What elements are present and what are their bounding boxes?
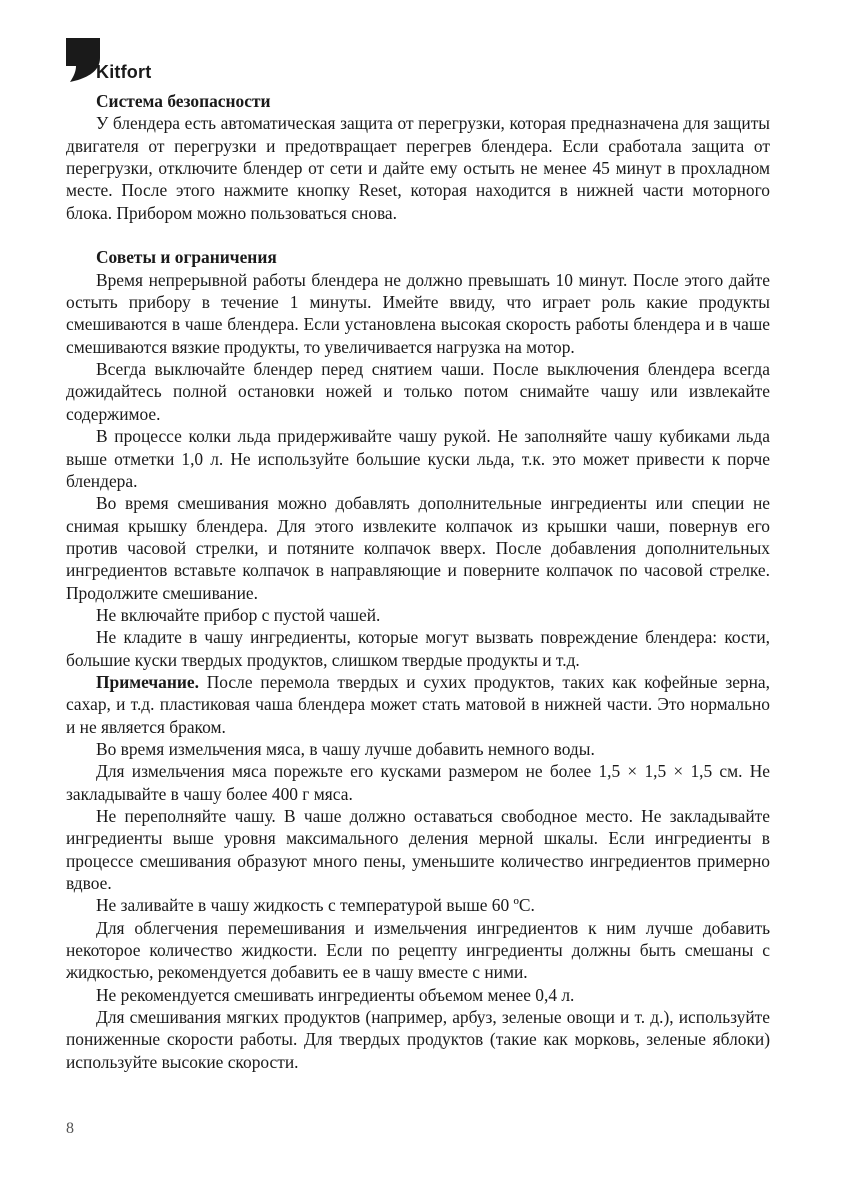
paragraph: В процессе колки льда придерживайте чашу рукой. Не заполняйте чашу кубиками льда выше отметки 1,0 л. Не используйте большие куски льда, т.к. это может привести к порче блендера. [66, 426, 770, 491]
note-text: После перемола твердых и сухих продуктов, таких как кофейные зерна, сахар, и т.д. пластиковая чаша блендера может стать матовой в нижней части. Это нормально и не является браком. [66, 671, 770, 737]
note-label: Примечание. [96, 671, 199, 692]
paragraph: Не включайте прибор с пустой чашей. [96, 604, 381, 625]
paragraph: Всегда выключайте блендер перед снятием чаши. После выключения блендера всегда дожидайтесь полной остановки ножей и только потом снимайте чашу или извлекайте содержимое. [66, 359, 770, 424]
note-paragraph [66, 671, 770, 738]
section-gap [66, 224, 770, 246]
page-number: 8 [66, 1120, 74, 1137]
paragraph: Для смешивания мягких продуктов (например, арбуз, зеленые овощи и т. д.), используйте пониженные скорости работы. Для твердых продуктов (такие как морковь, зеленые яблоки) используйте высокие скорости. [66, 1007, 770, 1072]
paragraph: Время непрерывной работы блендера не должно превышать 10 минут. После этого дайте остыть прибору в течение 1 минуты. Имейте ввиду, что играет роль какие продукты смешиваются в чаше блендера. Если установлена высокая скорость работы блендера и в чаше смешиваются вязкие продукты, то увеличивается нагрузка на мотор. [66, 269, 770, 357]
paragraph: Во время смешивания можно добавлять дополнительные ингредиенты или специи не снимая крышку блендера. Для этого извлеките колпачок из крышки чаши, повернув его против часовой стрелки, и потяните колпачок вверх. После добавления дополнительных ингредиентов вставьте колпачок в направляющие и поверните колпачок по часовой стрелке. Продолжите смешивание. [66, 493, 770, 603]
section-title-tips: Советы и ограничения [96, 247, 277, 268]
paragraph: Не заливайте в чашу жидкость с температурой выше 60 ºС. [96, 895, 535, 916]
paragraph: Для облегчения перемешивания и измельчения ингредиентов к ним лучше добавить некоторое количество жидкости. Если по рецепту ингредиенты должны быть смешаны с жидкостью, рекомендуется добавить ее в чашу вместе с ними. [66, 917, 770, 983]
paragraph: Не рекомендуется смешивать ингредиенты объемом менее 0,4 л. [96, 984, 575, 1005]
paragraph: Не кладите в чашу ингредиенты, которые могут вызвать повреждение блендера: кости, большие куски твердых продуктов, слишком твердые продукты и т.д. [66, 627, 770, 670]
paragraph: Для измельчения мяса порежьте его кусками размером не более 1,5 × 1,5 × 1,5 см. Не закладывайте в чашу более 400 г мяса. [66, 761, 770, 804]
paragraph: Не переполняйте чашу. В чаше должно оставаться свободное место. Не закладывайте ингредиенты выше уровня максимального деления мерной шкалы. Если ингредиенты в процессе смешивания образуют много пены, уменьшите количество ингредиентов примерно вдвое. [66, 806, 770, 894]
page-content [66, 90, 770, 1073]
paragraph: У блендера есть автоматическая защита от перегрузки, которая предназначена для защиты двигателя от перегрузки и предотвращает перегрев блендера. Если сработала защита от перегрузки, отключите блендер от сети и дайте ему остыть не менее 45 минут в прохладном месте. После этого нажмите кнопку Reset, которая находится в нижней части моторного блока. Прибором можно пользоваться снова. [66, 113, 770, 223]
brand-logo [66, 38, 176, 84]
section-title-safety: Система безопасности [96, 91, 271, 111]
paragraph: Во время измельчения мяса, в чашу лучше добавить немного воды. [96, 738, 595, 759]
brand-name: Kitfort [96, 62, 152, 82]
